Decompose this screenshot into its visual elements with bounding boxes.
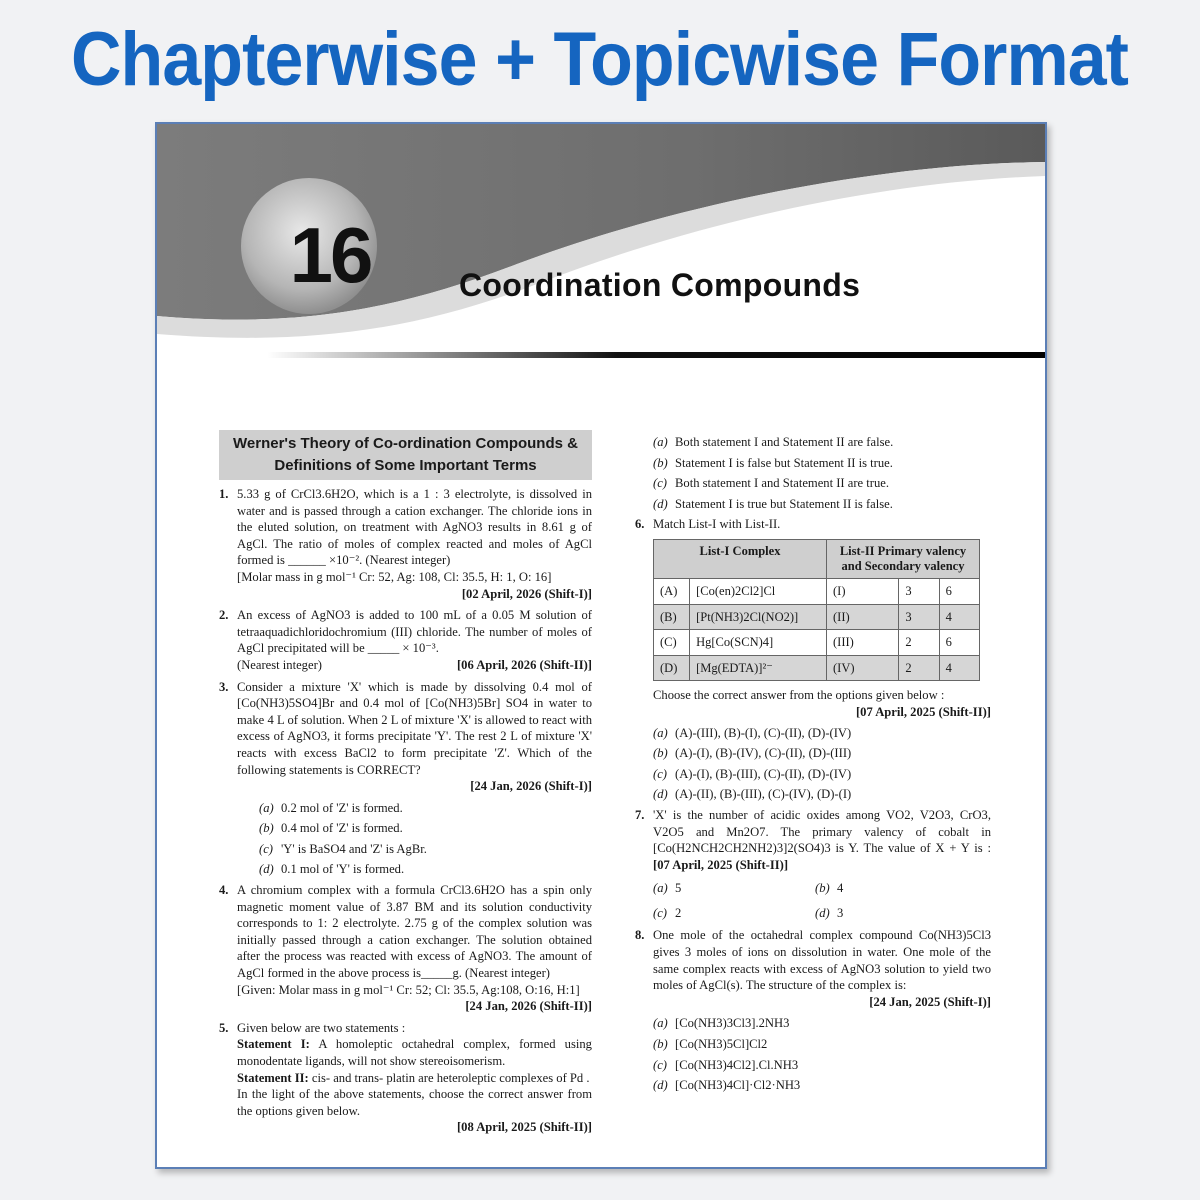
option-text: 0.4 mol of 'Z' is formed.: [281, 821, 403, 836]
table-cell: 3: [899, 578, 939, 604]
option-letter: (d): [653, 787, 668, 802]
option: [653, 434, 991, 451]
table-cell: [Mg(EDTA)]²⁻: [690, 655, 827, 681]
table-cell: (III): [827, 630, 899, 656]
question-number: 1.: [219, 487, 229, 501]
option-text: Statement I is false but Statement II is true.: [675, 455, 893, 470]
question-text: An excess of AgNO3 is added to 100 mL of a 0.05 M solution of tetraaquadichloridochromium (III) chloride. The number of moles of AgCl precipitated will be _____ × 10⁻³.: [237, 608, 592, 656]
option: [815, 880, 977, 897]
option-text: 0.2 mol of 'Z' is formed.: [281, 800, 403, 815]
question-number: 2.: [219, 608, 229, 623]
option: [653, 1077, 991, 1094]
question-text: 5.33 g of CrCl3.6H2O, which is a 1 : 3 electrolyte, is dissolved in water and is passed through a cation exchanger. The chloride ions in the eluted solution, on treatment with AgNO3 results in 8.61 g of AgCl. The ratio of moles of complex reacted and moles of AgCl formed is ______ ×10⁻². (Nearest integer): [237, 487, 592, 568]
option-text: 4: [837, 881, 844, 896]
table-cell: [Pt(NH3)2Cl(NO2)]: [690, 604, 827, 630]
book-page: [155, 122, 1047, 1169]
question-source: [07 April, 2025 (Shift-II)]: [653, 857, 789, 872]
chapter-title: Coordination Compounds: [459, 267, 861, 303]
option-letter: (d): [259, 862, 274, 877]
option-text: 'Y' is BaSO4 and 'Z' is AgBr.: [281, 841, 427, 856]
statement-2-label: Statement II:: [237, 1070, 309, 1085]
option-text: (A)-(I), (B)-(III), (C)-(II), (D)-(IV): [675, 766, 852, 781]
option-letter: (c): [259, 841, 273, 856]
option-text: 2: [675, 905, 682, 920]
question-source: [24 Jan, 2025 (Shift-I)]: [869, 994, 991, 1009]
option: [653, 786, 991, 803]
table-cell: (IV): [827, 655, 899, 681]
question-note: (Nearest integer): [237, 657, 322, 672]
question-source: [06 April, 2026 (Shift-II)]: [456, 657, 592, 672]
option-letter: (a): [259, 800, 274, 815]
option-text: [Co(NH3)5Cl]Cl2: [675, 1037, 768, 1052]
option: [259, 800, 592, 817]
banner-title: Chapterwise + Topicwise Format: [71, 16, 1129, 102]
question-number: 3.: [219, 679, 229, 694]
option: [653, 1057, 991, 1074]
question-number: 8.: [635, 928, 645, 943]
question-5: [219, 1020, 592, 1136]
option-text: [Co(NH3)4Cl2].Cl.NH3: [675, 1057, 799, 1072]
table-cell: 4: [939, 655, 979, 681]
option-text: 3: [837, 905, 844, 920]
header-rule: [267, 352, 1045, 358]
table-cell: (II): [827, 604, 899, 630]
option-letter: (b): [653, 1037, 668, 1052]
question-source: [24 Jan, 2026 (Shift-I)]: [470, 779, 592, 794]
question-4: [219, 882, 592, 1015]
banner: [0, 0, 1200, 118]
question-3: [219, 679, 592, 795]
option: [259, 820, 592, 837]
table-cell: 6: [939, 578, 979, 604]
question-6: [635, 516, 991, 533]
question-note: [Given: Molar mass in g mol⁻¹ Cr: 52; Cl: 35.5, Ag:108, O:16, H:1]: [237, 982, 580, 997]
option: [653, 905, 815, 922]
option-letter: (b): [815, 881, 830, 896]
option-letter: (b): [653, 455, 668, 470]
option: [653, 725, 991, 742]
option-letter: (a): [653, 1016, 668, 1031]
option-text: (A)-(I), (B)-(IV), (C)-(II), (D)-(III): [675, 746, 852, 761]
question-8: [635, 927, 991, 1010]
question-source: [02 April, 2026 (Shift-I)]: [461, 586, 592, 601]
option: [653, 475, 991, 492]
option-text: Statement I is true but Statement II is false.: [675, 496, 893, 511]
table-cell: 2: [899, 630, 939, 656]
option-letter: (c): [653, 1057, 667, 1072]
option-text: 5: [675, 881, 682, 896]
question-text: Match List-I with List-II.: [653, 517, 781, 532]
table-cell: 4: [939, 604, 979, 630]
option: [653, 745, 991, 762]
question-1: [219, 486, 592, 602]
table-row: [654, 604, 980, 630]
option-letter: (a): [653, 725, 668, 740]
table-header: List-I Complex: [654, 539, 827, 578]
table-cell: 3: [899, 604, 939, 630]
option: [259, 841, 592, 858]
table-row: [654, 630, 980, 656]
option: [259, 861, 592, 878]
option-letter: (c): [653, 476, 667, 491]
table-cell: (B): [654, 604, 690, 630]
table-row: [654, 655, 980, 681]
statement-1: A homoleptic octahedral complex, formed using monodentate ligands, will not show stereoisomerism.: [237, 1037, 592, 1068]
option: [653, 1036, 991, 1053]
option-text: [Co(NH3)4Cl]·Cl2·NH3: [675, 1078, 801, 1093]
left-column: [219, 430, 592, 1141]
table-cell: 6: [939, 630, 979, 656]
question-note: [Molar mass in g mol⁻¹ Cr: 52, Ag: 108, Cl: 35.5, H: 1, O: 16]: [237, 569, 552, 584]
table-cell: Hg[Co(SCN)4]: [690, 630, 827, 656]
option-letter: (a): [653, 435, 668, 449]
option-letter: (a): [653, 881, 668, 896]
question-number: 6.: [635, 517, 645, 532]
option-text: (A)-(II), (B)-(III), (C)-(IV), (D)-(I): [675, 787, 852, 802]
question-tail: In the light of the above statements, choose the correct answer from the options given below.: [237, 1087, 592, 1118]
table-cell: (A): [654, 578, 690, 604]
option-letter: (b): [259, 821, 274, 836]
option-letter: (c): [653, 905, 667, 920]
option-letter: (b): [653, 746, 668, 761]
section-title: Werner's Theory of Co-ordination Compounds & Definitions of Some Important Terms: [219, 430, 592, 480]
question-source: [07 April, 2025 (Shift-II)]: [855, 704, 991, 719]
option-row: [653, 878, 991, 899]
option: [653, 1015, 991, 1032]
table-cell: (I): [827, 578, 899, 604]
statement-1-label: Statement I:: [237, 1037, 310, 1052]
question-7: [635, 807, 991, 873]
question-number: 4.: [219, 883, 229, 898]
question-text: Given below are two statements :: [237, 1020, 406, 1035]
question-number: 5.: [219, 1020, 229, 1035]
question-instruction: Choose the correct answer from the options given below :: [653, 688, 945, 703]
question-source: [24 Jan, 2026 (Shift-II)]: [465, 999, 592, 1014]
table-cell: (C): [654, 630, 690, 656]
table-cell: [Co(en)2Cl2]Cl: [690, 578, 827, 604]
option-text: Both statement I and Statement II are false.: [675, 435, 894, 449]
table-cell: 2: [899, 655, 939, 681]
question-text: One mole of the octahedral complex compound Co(NH3)5Cl3 gives 3 moles of ions on dissolution in water. One mole of the same complex reacts with excess of AgNO3 solution to yield two moles of AgCl(s). The structure of the complex is:: [653, 928, 991, 993]
option-text: (A)-(III), (B)-(I), (C)-(II), (D)-(IV): [675, 725, 852, 740]
table-header: List-II Primary valency and Secondary valency: [827, 539, 980, 578]
option-letter: (d): [815, 905, 830, 920]
option-row: [653, 903, 991, 924]
option: [653, 496, 991, 513]
question-source: [08 April, 2025 (Shift-II)]: [456, 1120, 592, 1135]
option: [815, 905, 977, 922]
table-row: [654, 578, 980, 604]
option-letter: (d): [653, 496, 668, 511]
question-number: 7.: [635, 807, 645, 822]
question-text: Consider a mixture 'X' which is made by dissolving 0.4 mol of [Co(NH3)5SO4]Br and 0.4 mol of [Co(NH3)5Br] SO4 in water to make 4 L of solution. When 2 L of mixture 'X' is allowed to react with excess of AgNO3, it forms precipitate 'Y'. The rest 2 L of mixture 'X' reacts with excess BaCl2 to form precipitate 'Z'. Which of the following statements is CORRECT?: [237, 679, 592, 777]
option: [653, 455, 991, 472]
option: [653, 766, 991, 783]
option-letter: (d): [653, 1078, 668, 1093]
statement-2: cis- and trans- platin are heteroleptic complexes of Pd .: [311, 1070, 590, 1085]
option-text: Both statement I and Statement II are true.: [675, 476, 890, 491]
chapter-number: 16: [289, 211, 371, 299]
option-letter: (c): [653, 766, 667, 781]
option: [653, 880, 815, 897]
option-text: [Co(NH3)3Cl3].2NH3: [675, 1016, 790, 1031]
question-2: [219, 607, 592, 673]
option-text: 0.1 mol of 'Y' is formed.: [281, 862, 405, 877]
question-text: A chromium complex with a formula CrCl3.6H2O has a spin only magnetic moment value of 3.87 BM and its solution conductivity corresponds to 1: 2 electrolyte. 2.75 g of the complex solution was initially passed through a cation exchanger. The solution obtained after the process was reacted with excess of AgNO3. The amount of AgCl formed in the above process is_____g. (Nearest integer): [237, 883, 592, 981]
match-table: [653, 539, 980, 681]
question-text: 'X' is the number of acidic oxides among VO2, V2O3, CrO3, V2O5 and Mn2O7. The primary valency of cobalt in [Co(H2NCH2CH2NH2)3]2(SO4)3 is Y. The value of X + Y is :: [653, 807, 991, 856]
right-column: [635, 430, 991, 1098]
table-cell: (D): [654, 655, 690, 681]
